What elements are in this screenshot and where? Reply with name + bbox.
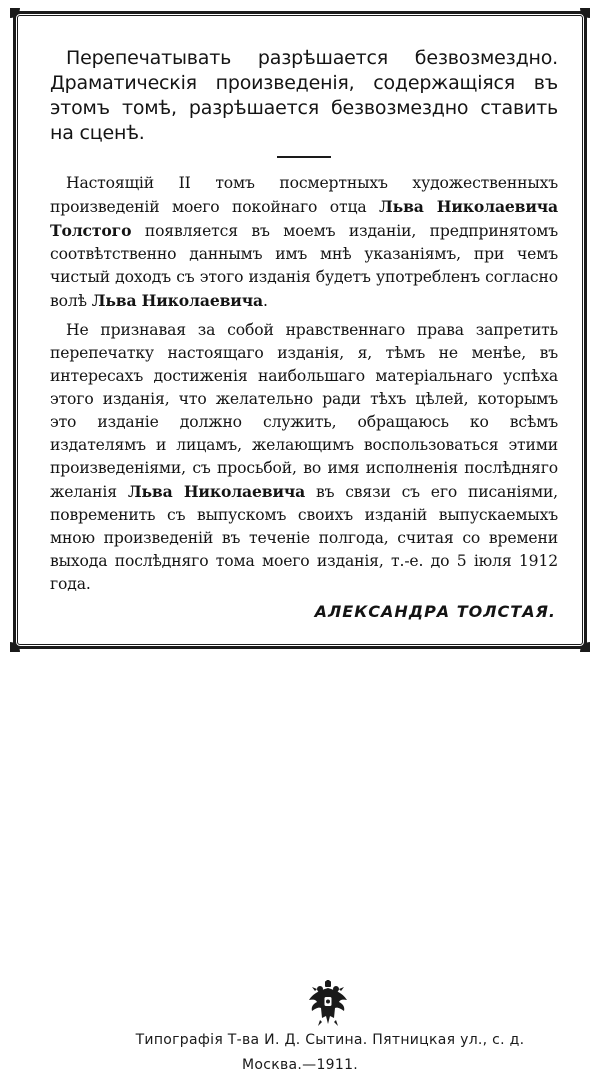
- text-run: въ связи съ его писаніями, повременить съ выпускомъ своихъ изданій выпускаемыхъ мною произведеній въ теченіе полгода, считая со времени выхода послѣдняго тома моего изданія, т.-е. до 5 іюля 1912 года.: [50, 483, 558, 593]
- bold-name: Льва Николаевича: [127, 482, 306, 501]
- frame-corner: [10, 642, 20, 652]
- reprint-notice: Перепечатывать разрѣшается безвозмездно. Драматическія произведенія, содержащіяся въ этомъ томѣ, разрѣшается безвозмездно ставить на сценѣ.: [50, 47, 558, 144]
- signature: АЛЕКСАНДРА ТОЛСТАЯ.: [314, 602, 556, 621]
- divider-rule: [277, 156, 331, 158]
- double-headed-eagle-icon: [306, 980, 350, 1028]
- imprint-city-year: Москва.—1911.: [241, 1057, 359, 1073]
- frame-corner: [10, 8, 20, 18]
- paragraph-intro: [50, 172, 558, 313]
- text-run: появляется въ моемъ изданіи, предпринятомъ соотвѣтственно даннымъ имъ мнѣ указаніямъ, при чемъ чистый доходъ съ этого изданія будетъ употребленъ согласно волѣ: [50, 222, 558, 310]
- bold-name: Льва Николаевича Толстого: [50, 197, 558, 240]
- paragraph-request: [50, 319, 558, 596]
- bold-name: Льва Николаевича: [91, 291, 263, 310]
- frame-corner: [580, 8, 590, 18]
- frame-corner: [580, 642, 590, 652]
- text-run: .: [262, 292, 268, 310]
- printer-imprint: Типографія Т-ва И. Д. Сытина. Пятницкая ул., с. д.: [135, 1032, 525, 1048]
- notice-content: [50, 46, 558, 621]
- text-run: Не признавая за собой нравственнаго права запретить перепечатку настоящаго изданія, я, тѣмъ не менѣе, въ интересахъ достиженія наибольшаго матеріальнаго успѣха этого изданія, что желательно ради тѣхъ цѣлей, которымъ это изданіе должно служить, обращаюсь ко всѣмъ издателямъ и лицамъ, желающимъ воспользоваться этими произведеніями, съ просьбой, во имя исполненія послѣдняго желанія: [50, 321, 558, 501]
- text-run: Настоящій II томъ посмертныхъ художественныхъ произведеній моего покойнаго отца: [50, 174, 558, 216]
